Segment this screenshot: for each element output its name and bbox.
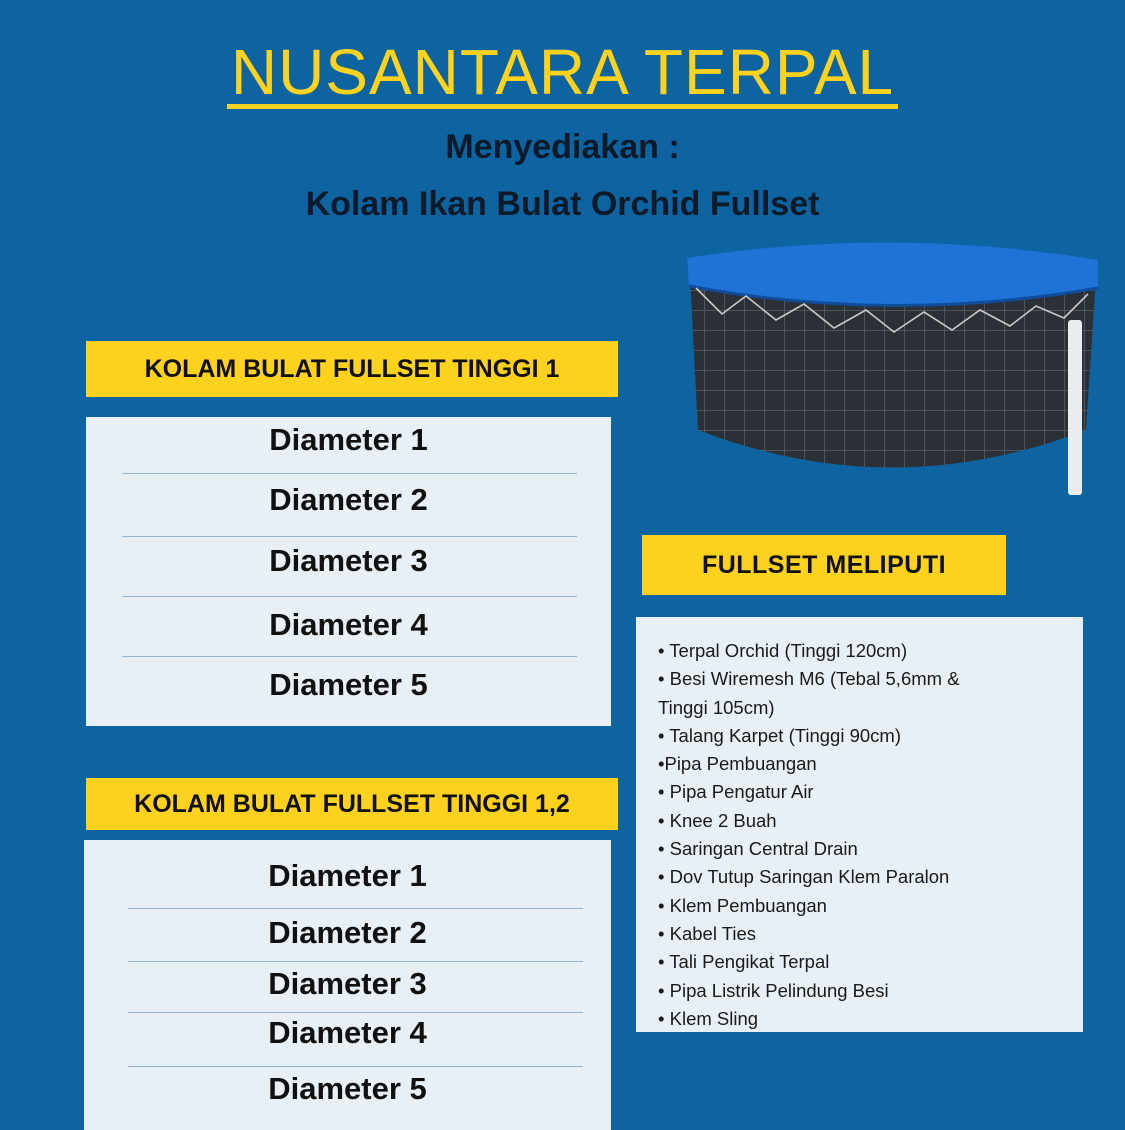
list-item: Diameter 3 — [268, 966, 427, 1001]
list-item: Diameter 5 — [268, 1071, 427, 1106]
list-item: Diameter 4 — [268, 1015, 427, 1050]
divider — [128, 961, 583, 962]
list-item: • Tali Pengikat Terpal — [658, 951, 830, 973]
round-fish-pond-image — [684, 230, 1104, 505]
divider — [128, 1066, 583, 1067]
fullset-items-list — [658, 637, 1078, 1033]
list-item: Diameter 3 — [269, 543, 428, 578]
list-item: • Knee 2 Buah — [658, 809, 777, 831]
list-item: Diameter 1 — [269, 422, 428, 457]
list-item: Diameter 4 — [269, 607, 428, 642]
divider — [122, 473, 577, 474]
list-item: • Terpal Orchid (Tinggi 120cm) — [658, 640, 908, 661]
subtitle-product: Kolam Ikan Bulat Orchid Fullset — [305, 185, 820, 223]
section-heading-height-1-2: KOLAM BULAT FULLSET TINGGI 1,2 — [86, 778, 618, 830]
list-item: • Talang Karpet (Tinggi 90cm) — [658, 724, 901, 746]
diameter-list-height-1 — [86, 417, 611, 726]
list-item: • Pipa Listrik Pelindung Besi — [658, 979, 889, 1001]
divider — [122, 536, 577, 537]
section-heading-height-1: KOLAM BULAT FULLSET TINGGI 1 — [86, 341, 618, 397]
list-item: • Dov Tutup Saringan Klem Paralon — [658, 866, 950, 888]
list-item: • Pipa Pengatur Air — [658, 781, 814, 803]
list-item: •Pipa Pembuangan — [658, 753, 817, 775]
fullset-items-panel — [636, 617, 1083, 1032]
list-item: Tinggi 105cm) — [658, 696, 775, 718]
list-item: • Kabel Ties — [658, 922, 757, 944]
subtitle-provides: Menyediakan : — [445, 128, 680, 166]
fullset-heading: FULLSET MELIPUTI — [642, 535, 1006, 595]
list-item: • Saringan Central Drain — [658, 838, 858, 860]
list-item: Diameter 5 — [269, 667, 428, 702]
list-item: • Klem Sling — [658, 1007, 759, 1029]
list-item: Diameter 2 — [269, 482, 428, 517]
divider — [128, 1012, 583, 1013]
divider — [128, 908, 583, 909]
divider — [122, 596, 577, 597]
diameter-list-height-1-2 — [84, 840, 611, 1130]
page-title: NUSANTARA TERPAL — [0, 34, 1125, 110]
list-item: Diameter 1 — [268, 858, 427, 893]
list-item: Diameter 2 — [268, 915, 427, 950]
list-item: • Klem Pembuangan — [658, 894, 827, 916]
divider — [122, 656, 577, 657]
list-item: • Besi Wiremesh M6 (Tebal 5,6mm & — [658, 668, 960, 690]
